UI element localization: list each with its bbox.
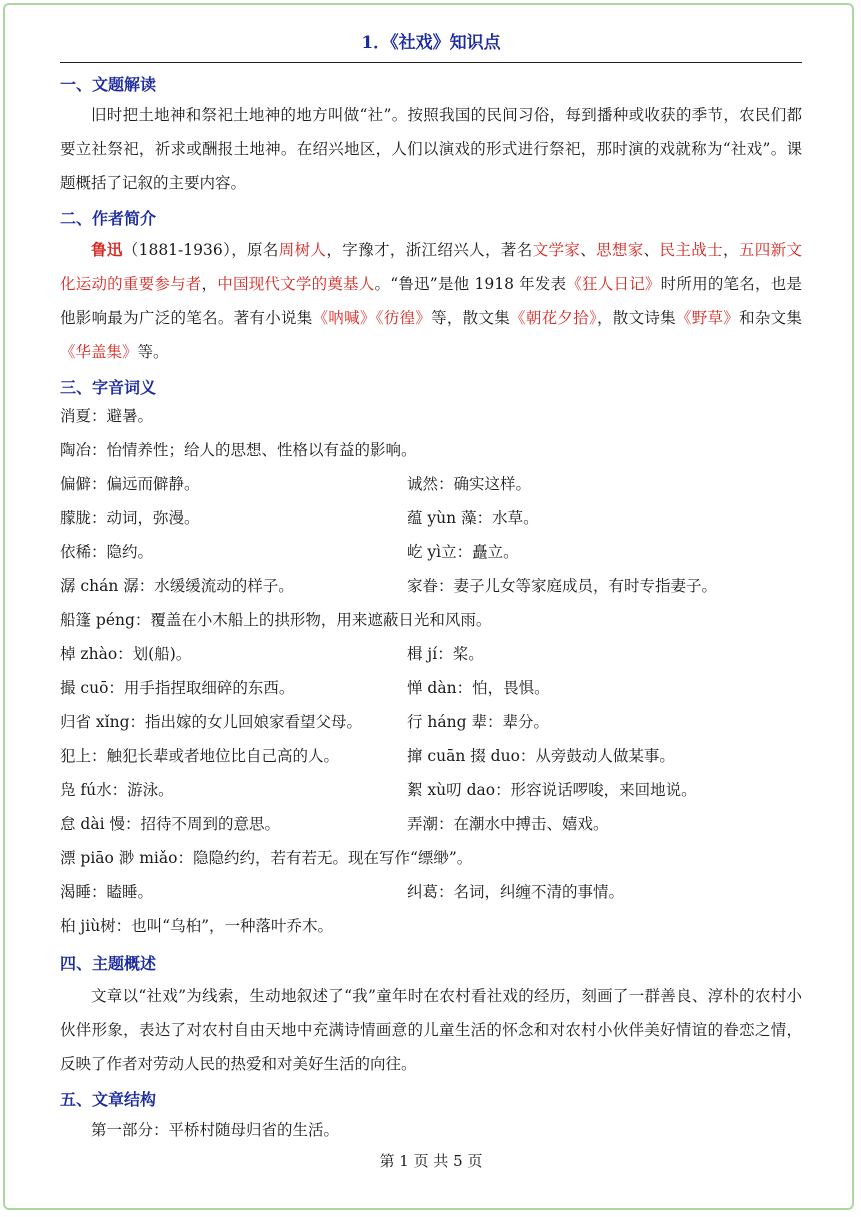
vocab-item: 潺 chán 潺：水缓缓流动的样子。 [60, 577, 294, 595]
vocab-item: 桕 jiù树：也叫“乌桕”，一种落叶乔木。 [60, 917, 334, 935]
vocab-item: 撺 cuān 掇 duo：从旁鼓动人做某事。 [407, 747, 675, 765]
title-divider [60, 62, 802, 63]
vocab-item: 蕴 yùn 藻：水草。 [407, 509, 539, 527]
vocab-item: 棹 zhào：划(船)。 [60, 645, 192, 663]
title-interpretation-paragraph: 旧时把土地神和祭祀土地神的地方叫做“社”。按照我国的民间习俗，每到播种或收获的季节，农民们都要立社祭祀，祈求或酬报土地神。在绍兴地区，人们以演戏的形式进行祭祀，那时演的戏就称为“社戏”。课题概括了记叙的主要内容。 [60, 106, 802, 192]
section-heading-3: 三、字音词义 [60, 378, 157, 397]
vocab-item: 漂 piāo 渺 miǎo：隐隐约约，若有若无。现在写作“缥缈”。 [60, 849, 473, 867]
structure-paragraph: 第一部分：平桥村随母归省的生活。 [91, 1121, 340, 1139]
vocab-item: 凫 fú水：游泳。 [60, 781, 174, 799]
section-heading-4: 四、主题概述 [60, 954, 157, 973]
author-intro-paragraph: 鲁迅（1881-1936），原名周树人，字豫才，浙江绍兴人，著名文学家、思想家、民主战士，五四新文化运动的重要参与者，中国现代文学的奠基人。“鲁迅”是他 1918 年发表《狂人日记》时所用的笔名，也是他影响最为广泛的笔名。著有小说集《呐喊》《彷徨》等，散文集《朝花夕拾》，散文诗集《野草》和杂文集《华盖集》等。 [60, 240, 802, 361]
page-number: 第 1 页 共 5 页 [379, 1152, 483, 1170]
page-title: 1．《社戏》知识点 [361, 33, 501, 53]
vocab-item: 依稀：隐约。 [60, 543, 154, 561]
vocab-item: 消夏：避暑。 [60, 407, 154, 425]
vocab-item: 渴睡：瞌睡。 [60, 883, 154, 901]
vocab-item: 家眷：妻子儿女等家庭成员，有时专指妻子。 [407, 577, 718, 595]
vocab-item: 诚然：确实这样。 [407, 475, 532, 493]
vocab-item: 纠葛：名词，纠缠不清的事情。 [407, 883, 625, 901]
vocab-item: 归省 xǐng：指出嫁的女儿回娘家看望父母。 [60, 713, 363, 731]
author-name: 鲁迅 [91, 240, 123, 259]
vocab-item: 犯上：触犯长辈或者地位比自己高的人。 [60, 747, 340, 765]
vocab-item: 楫 jí：桨。 [407, 645, 484, 663]
section-heading-2: 二、作者简介 [60, 209, 157, 228]
section-heading-1: 一、文题解读 [60, 75, 157, 94]
vocab-item: 怠 dài 慢：招待不周到的意思。 [60, 815, 280, 833]
vocab-item: 船篷 péng：覆盖在小木船上的拱形物，用来遮蔽日光和风雨。 [60, 611, 492, 629]
vocab-item: 撮 cuō：用手指捏取细碎的东西。 [60, 679, 295, 697]
vocab-item: 行 háng 辈：辈分。 [407, 713, 549, 731]
vocab-item: 偏僻：偏远而僻静。 [60, 475, 200, 493]
vocab-item: 屹 yì立：矗立。 [407, 543, 519, 561]
vocab-item: 惮 dàn：怕，畏惧。 [407, 679, 550, 697]
section-heading-5: 五、文章结构 [60, 1090, 157, 1109]
vocab-item: 陶冶：怡情养性；给人的思想、性格以有益的影响。 [60, 441, 417, 459]
vocab-item: 朦胧：动词，弥漫。 [60, 509, 200, 527]
vocab-item: 弄潮：在潮水中搏击、嬉戏。 [407, 815, 609, 833]
vocab-item: 絮 xù叨 dao：形容说话啰唆，来回地说。 [407, 781, 697, 799]
theme-summary-paragraph: 文章以“社戏”为线索，生动地叙述了“我”童年时在农村看社戏的经历，刻画了一群善良、淳朴的农村小伙伴形象，表达了对农村自由天地中充满诗情画意的儿童生活的怀念和对农村小伙伴美好情谊的眷恋之情，反映了作者对劳动人民的热爱和对美好生活的向往。 [60, 987, 802, 1073]
